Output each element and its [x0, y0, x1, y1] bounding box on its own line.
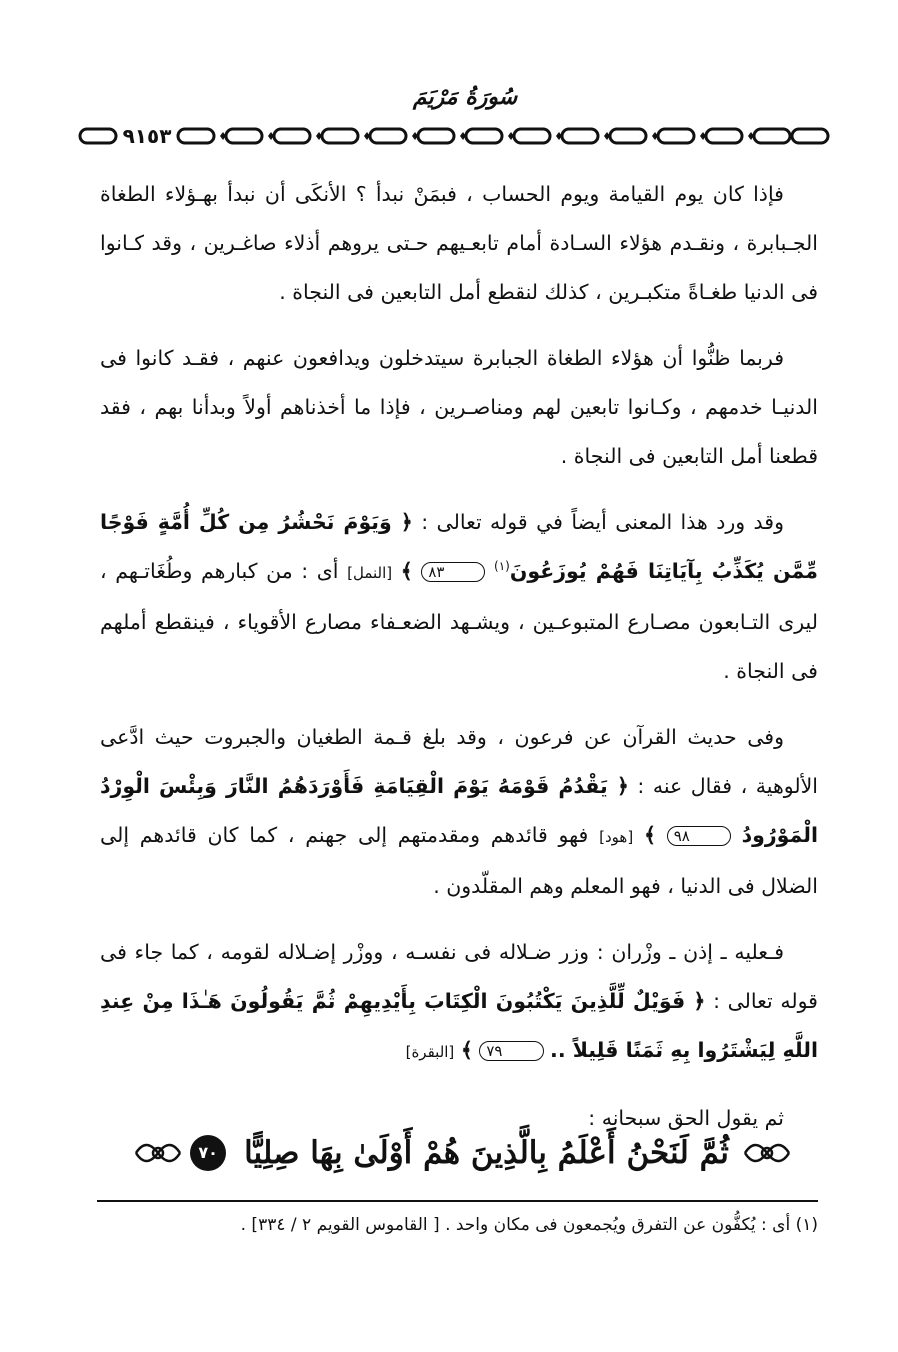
footnote-marker: (١)	[494, 559, 510, 574]
paragraph-text: فهو قائدهم ومقدمتهم إلى جهنم ، كما كان قائدهم إلى الضلال فى الدنيا ، فهو المعلم وهم المقلّدون .	[100, 823, 818, 898]
ayah-number: ٧٩	[479, 1041, 543, 1061]
main-text	[100, 170, 818, 1160]
decorative-header-rule	[78, 124, 830, 148]
quran-close-bracket: ﴾	[460, 1038, 473, 1062]
surah-reference: [هود]	[599, 828, 634, 846]
page-number: ٩١٥٣	[118, 124, 176, 148]
paragraph-text: فـعليه ـ إذن ـ وزْران : وزر ضـلاله فى نفسـه ، ووزْر إضـلاله لقومه ، كما جاء فى قوله تعالى :	[100, 940, 818, 1013]
paragraph	[100, 713, 818, 911]
ayah-number: ٨٣	[421, 562, 485, 582]
quran-quote: ﴿ فَوَيْلٌ لِّلَّذِينَ يَكْتُبُونَ الْكِتَابَ بِأَيْدِيهِمْ ثُمَّ يَقُولُونَ هَـٰذَا مِنْ عِندِ اللَّهِ لِيَشْتَرُوا بِهِ ثَمَنًا قَلِيلاً ..	[100, 989, 818, 1062]
surah-title: سُورَةُ مَرْيَمَ	[412, 84, 518, 110]
paragraph	[100, 928, 818, 1077]
verse-number-badge: ٧٠	[190, 1135, 226, 1171]
paragraph-text: وفى حديث القرآن عن فرعون ، وقد بلغ قـمة الطغيان والجبروت حيث ادَّعى الألوهية ، فقال عنه :	[100, 725, 818, 798]
featured-verse	[185, 1118, 740, 1188]
surah-reference: [النمل]	[347, 564, 393, 582]
footnote-divider	[97, 1200, 818, 1202]
quran-close-bracket: ﴾	[643, 823, 656, 847]
quran-quote: ﴿ وَيَوْمَ نَحْشُرُ مِن كُلِّ أُمَّةٍ فَوْجًا مِّمَّن يُكَذِّبُ بِآيَاتِنَا فَهُمْ يُوزَعُونَ	[100, 510, 818, 583]
verse-open-ornament-icon	[741, 1131, 793, 1175]
ayah-number: ٩٨	[667, 826, 731, 846]
quran-quote: ﴿ يَقْدُمُ قَوْمَهُ يَوْمَ الْقِيَامَةِ فَأَوْرَدَهُمُ النَّارَ وَبِئْسَ الْوِرْدُ الْمَوْرُودُ	[100, 774, 818, 847]
paragraph: فإذا كان يوم القيامة ويوم الحساب ، فبمَنْ نبدأ ؟ الأنكَى أن نبدأ بهـؤلاء الطغاة الجـبابرة ، ونقـدم هؤلاء السـادة أمام تابعـيهم حـتى يروهم أذلاء صاغـرين ، وقد كـانوا فى الدنيا طغـاةً متكبـرين ، كذلك لنقطع أمل التابعين فى النجاة .	[100, 182, 818, 304]
paragraph-text: وقد ورد هذا المعنى أيضاً في قوله تعالى :	[421, 510, 784, 534]
chain-ornament	[78, 124, 830, 148]
verse-text: ثُمَّ لَنَحْنُ أَعْلَمُ بِالَّذِينَ هُمْ أَوْلَىٰ بِهَا صِلِيًّا	[244, 1135, 729, 1171]
footnote: (١) أى : يُكفُّون عن التفرق ويُجمعون فى مكان واحد . [ القاموس القويم ٢ / ٣٣٤] .	[240, 1215, 818, 1235]
paragraph	[100, 498, 818, 696]
paragraph-text: أى : من كبارهم وطُغَاتـهم ، ليرى التـابعون مصـارع المتبوعـين ، ويشـهد الضعـفاء مصارع الأقوياء ، فينقطع أملهم فى النجاة .	[100, 559, 818, 683]
paragraph: ثم يقول الحق سبحانه :	[588, 1106, 784, 1130]
quran-close-bracket: ﴾	[400, 559, 413, 583]
verse-close-ornament-icon	[132, 1131, 184, 1175]
paragraph: فربما ظنُّوا أن هؤلاء الطغاة الجبابرة سيتدخلون ويدافعون عنهم ، فقـد كانوا فى الدنيـا خدمهم ، وكـانوا تابعين لهم ومناصـرين ، فإذا ما أخذناهم أولاً وبدأنا بهم ، فقد قطعنا أمل التابعين فى النجاة .	[100, 346, 818, 468]
surah-reference: [البقرة]	[405, 1043, 455, 1061]
